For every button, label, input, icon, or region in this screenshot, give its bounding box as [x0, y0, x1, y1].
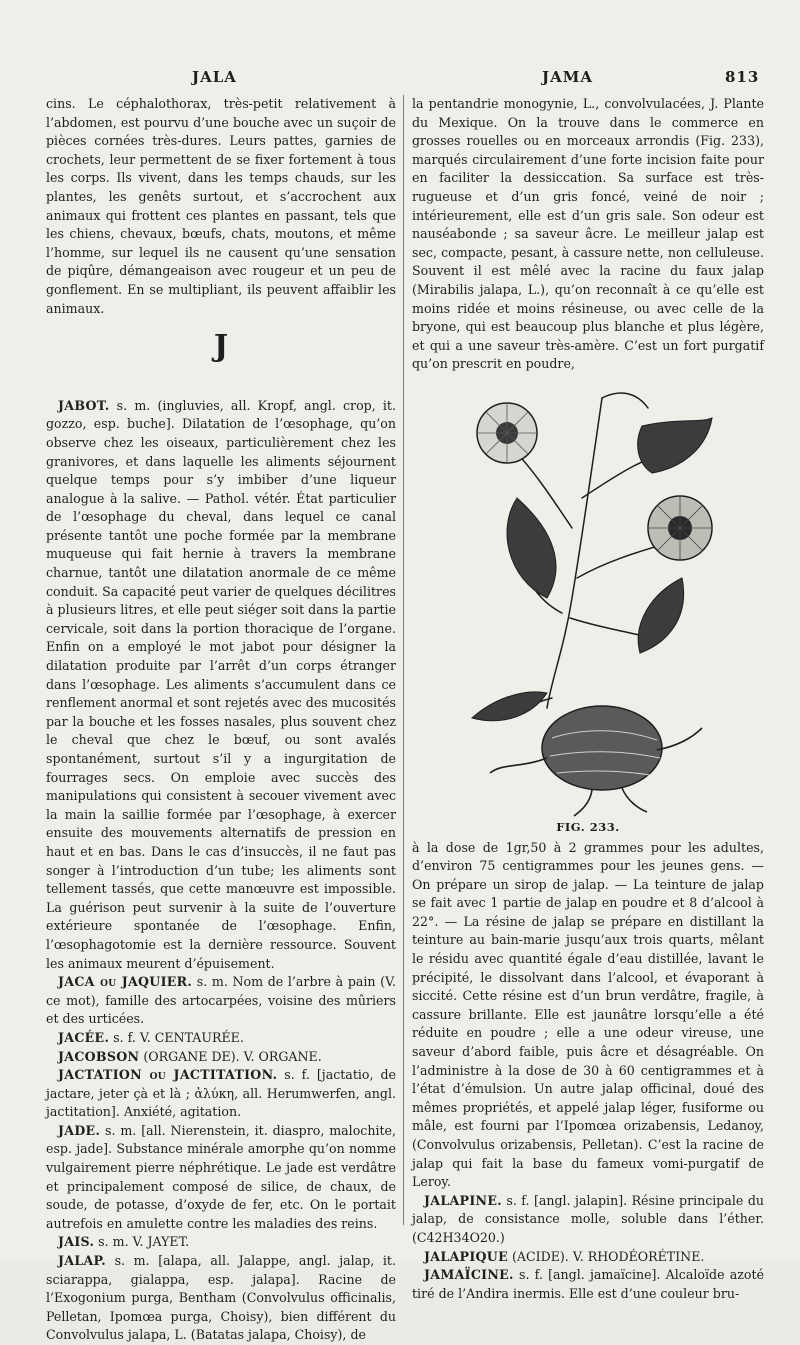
column-divider	[403, 95, 404, 1225]
definition: s. f. V. CENTAURÉE.	[109, 1029, 244, 1045]
definition: s. m. [alapa, all. Jalappe, angl. jalap, it. sciarappa, gialappa, esp. jalapa]. Racine de l’Exogonium purga, Bentham (Convolvulus officinalis, Pelletan, Ipomœa purga, Choisy), bien différent du Convolvulus jalapa, L. (Batatas jalapa, Choisy), de	[46, 1253, 396, 1343]
paragraph: la pentandrie monogynie, L., convolvulacées, J. Plante du Mexique. On la trouve dans le commerce en grosses rouelles ou en morceaux arrondis (Fig. 233), marqués circulairement d’une forte incision faite pour en faciliter la dessiccation. Sa surface est très-rugueuse et d’un gris foncé, veiné de noir ; intérieurement, elle est d’un gris sale. Son odeur est nauséabonde ; sa saveur âcre. Le meilleur jalap est sec, compacte, pesant, à cassure nette, non celluleuse. Souvent il est mêlé avec la racine du faux jalap (Mirabilis jalapa, L.), qu’on reconnaît à ce qu’elle est moins ridée et moins résineuse, ou avec celle de la bryone, qui est beaucoup plus blanche et plus légère, et qui a une saveur très-amère. C’est un fort purgatif qu’on prescrit en poudre,	[412, 96, 764, 372]
headword: JACA ou JAQUIER.	[58, 974, 193, 990]
headword: JACTATION ou JACTITATION.	[58, 1067, 278, 1083]
definition: s. m. V. JAYET.	[94, 1234, 190, 1250]
entry-jalap	[46, 1252, 396, 1345]
running-head-center: JAMA	[542, 68, 593, 86]
definition: s. m. Nom de l’arbre à pain (V. ce mot), famille des artocarpées, voisine des mûriers et des urticées.	[46, 974, 396, 1027]
entry-jabot	[46, 397, 396, 973]
definition: (ACIDE). V. RHODÉORÉTINE.	[507, 1248, 705, 1264]
flower-upper-left	[477, 403, 537, 463]
entry-jalapique	[412, 1248, 764, 1267]
definition: s. f. [jactatio, de jactare, jeter çà et là ; ἀλύκη, all. Herumwerfen, angl. jactitation]. Anxiété, agitation.	[46, 1067, 396, 1120]
flower-right	[648, 496, 712, 560]
right-column	[412, 95, 764, 1303]
tendril	[602, 393, 648, 408]
entry-jais	[46, 1233, 396, 1252]
headword: JADE.	[58, 1122, 101, 1138]
plant-stem	[547, 398, 602, 708]
leaf	[472, 692, 547, 721]
page-number: 813	[725, 68, 760, 86]
headword: JACOBSON	[58, 1048, 140, 1064]
running-head-left: JALA	[192, 68, 237, 86]
figure-caption: FIG. 233.	[556, 819, 620, 834]
entry-jalapine	[412, 1192, 764, 1248]
entry-jamaicine	[412, 1266, 764, 1303]
definition: s. f. [angl. jamaïcine]. Alcaloïde azoté tiré de l’Andira inermis. Elle est d’une couleur bru-	[412, 1267, 764, 1301]
headword: JAIS.	[58, 1234, 95, 1250]
leaf	[638, 578, 683, 653]
headword: JALAPIQUE	[424, 1248, 508, 1264]
entry-jactation	[46, 1066, 396, 1122]
entry-jade	[46, 1122, 396, 1234]
jalap-tuber	[490, 706, 702, 816]
definition: (ORGANE DE). V. ORGANE.	[139, 1048, 322, 1064]
entry-jacee	[46, 1029, 396, 1048]
definition: s. m. (ingluvies, all. Kropf, angl. crop, it. gozzo, esp. buche]. Dilatation de l’œsophage, qu’on observe chez les oiseaux, particulièrement chez les granivores, et dans laquelle les aliments séjournent quelque temps pour s’y imbiber d’une liqueur analogue à la salive. — Pathol. vétér. État particulier de l’œsophage du cheval, dans lequel ce canal présente tantôt une poche formée par la membrane muqueuse qui fait hernie à travers la membrane charnue, tantôt une dilatation anormale de ce même conduit. Sa capacité peut varier de quelques décilitres à plusieurs litres, et elle peut siéger soit dans la partie cervicale, soit dans la portion thoracique de l’organe. Enfin on a employé le mot jabot pour désigner la dilatation produite par l’arrêt d’un corps étranger dans l’œsophage. Les aliments s’accumulent dans ce renflement anormal et sont rejetés avec des mucosités par la bouche et les fosses nasales, plus souvent chez le cheval que chez le bœuf, ou sont avalés spontanément, surtout s’il y a ingurgitation de fourrages secs. On emploie avec succès des manipulations qui consistent à secouer vivement avec la main la saillie formée par l’œsophage, à exercer ensuite des mouvements alternatifs de pression en haut et en bas. Dans le cas d’insuccès, il ne faut pas songer à l’introduction d’un tube; les aliments sont tellement tassés, que cette manœuvre est impossible. La guérison peut survenir à la suite de l’ouverture extérieure spontanée de l’œsophage. Enfin, l’œsophagotomie est la dernière ressource. Souvent les animaux meurent d’épuisement.	[46, 397, 396, 971]
entry-jacobson	[46, 1048, 396, 1067]
left-column	[46, 95, 396, 1345]
headword: JALAPINE.	[424, 1192, 502, 1208]
section-letter: J	[213, 329, 229, 365]
entry-jaca	[46, 973, 396, 1029]
leaf	[507, 498, 556, 598]
leaf	[638, 418, 712, 473]
definition: s. f. [angl. jalapin]. Résine principale du jalap, de consistance molle, soluble dans l’éther. (C42H34O20.)	[412, 1192, 764, 1245]
paragraph: cins. Le céphalothorax, très-petit relativement à l’abdomen, est pourvu d’une bouche avec un suçoir de pièces cornées très-dures. Leurs pattes, garnies de crochets, leur permettent de se fixer fortement à tous les corps. Ils vivent, dans les temps chauds, sur les plantes, les genêts surtout, et s’accrochent aux animaux qui frottent ces plantes en passant, tels que les chiens, chevaux, bœufs, chats, moutons, et même l’homme, sur lequel ils ne causent qu’une sensation de piqûre, démangeaison avec rougeur et un peu de gonflement. En se multipliant, ils peuvent affaiblir les animaux.	[46, 96, 396, 316]
headword: JACÉE.	[58, 1029, 110, 1045]
definition: s. m. [all. Nierenstein, it. diaspro, malochite, esp. jade]. Substance minérale amorphe qu’on nomme vulgairement pierre néphrétique. Le jade est verdâtre et principalement composé de silice, de chaux, de soude, de potasse, d’oxyde de fer, etc. On le portait autrefois en amulette contre les maladies des reins.	[46, 1122, 396, 1231]
paragraph: à la dose de 1gr,50 à 2 grammes pour les adultes, d’environ 75 centigrammes pour les jeunes gens. — On prépare un sirop de jalap. — La teinture de jalap se fait avec 1 partie de jalap en poudre et 8 d’alcool à 22°. — La résine de jalap se prépare en distillant la teinture au bain-marie jusqu’aux trois quarts, mêlant le résidu avec quantité égale d’eau distillée, lavant le précipité, le dissolvant dans l’alcool, et évaporant à siccité. Cette résine est d’un brun verdâtre, fragile, à cassure brillante. Elle est jaunâtre lorsqu’elle a été réduite en poudre ; elle a une odeur vireuse, une saveur d’abord faible, puis âcre et désagréable. On l’administre à la dose de 30 à 60 centigrammes et à l’état d’émulsion. Un autre jalap officinal, doué des mêmes propriétés, et appelé jalap léger, fusiforme ou mâle, est fourni par l’Ipomœa orizabensis, Ledanoy, (Convolvulus orizabensis, Pelletan). C’est la racine de jalap qui fait la base du fameux vomi-purgatif de Leroy.	[412, 839, 764, 1190]
headword: JALAP.	[58, 1253, 106, 1269]
headword: JAMAÏCINE.	[424, 1267, 514, 1283]
headword: JABOT.	[58, 397, 110, 413]
jalap-plant-illustration	[452, 378, 712, 818]
